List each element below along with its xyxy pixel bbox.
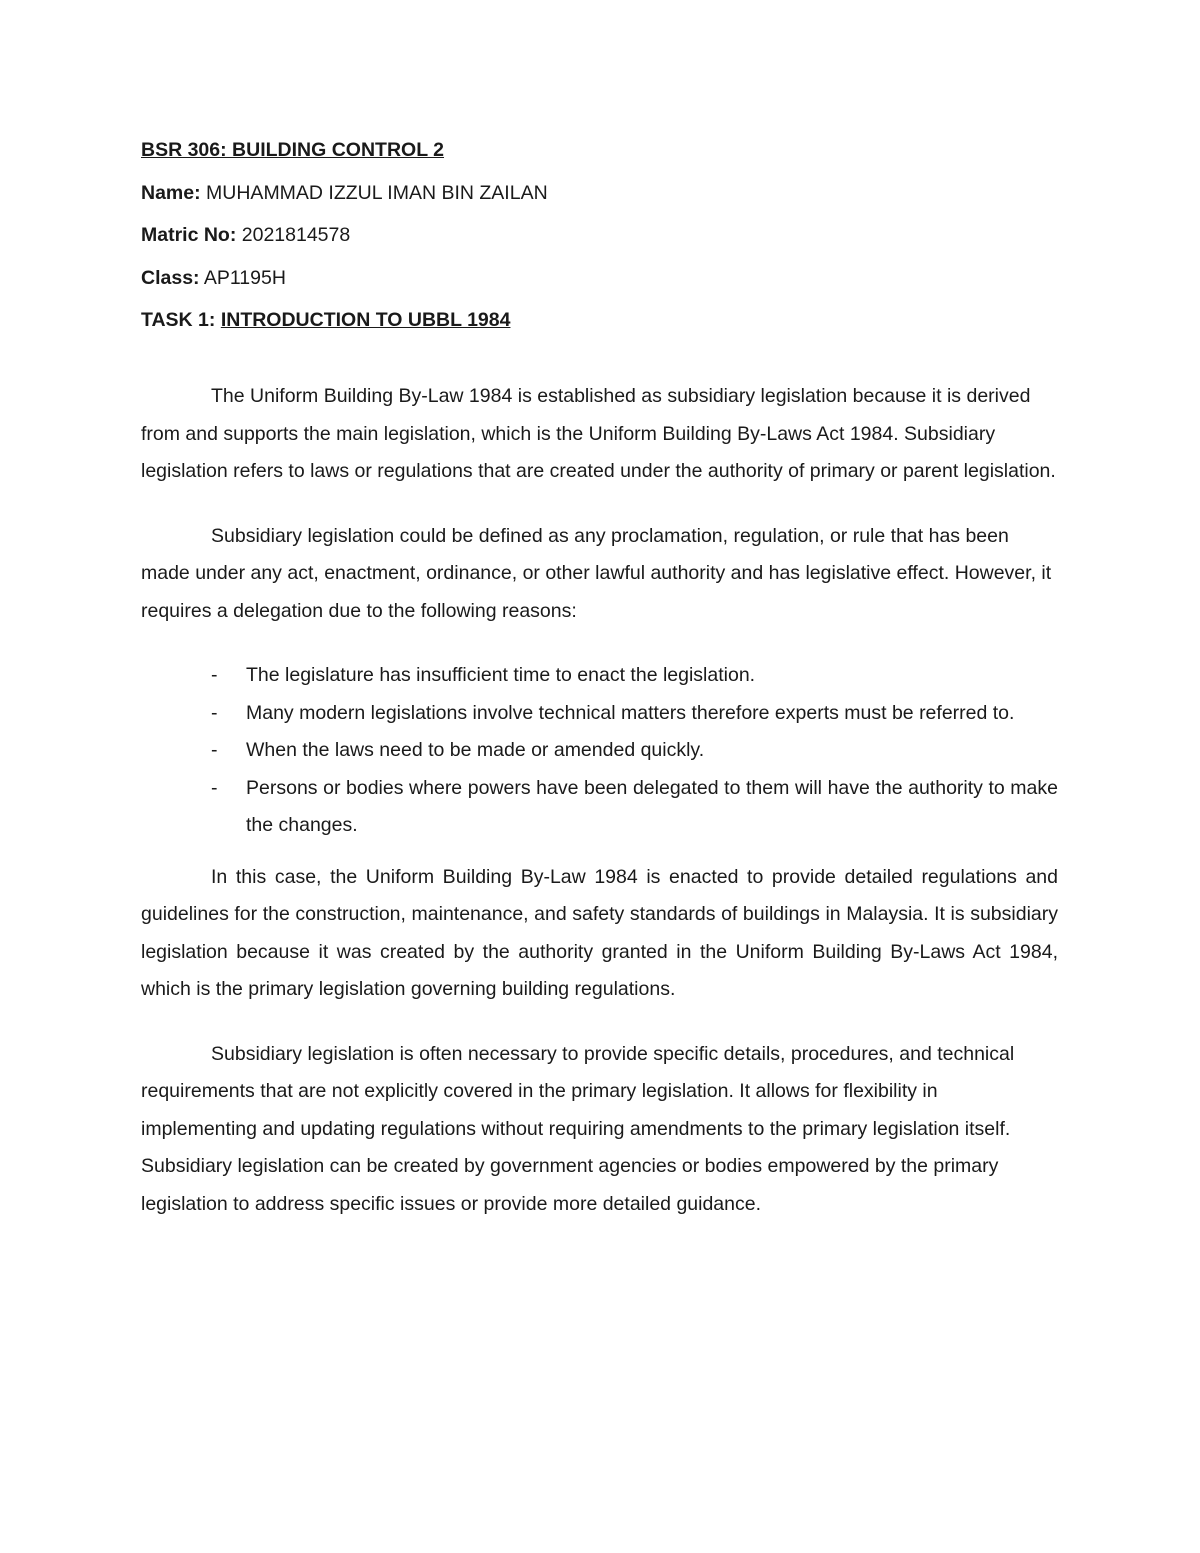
list-item-text: Many modern legislations involve technical matters therefore experts must be referred to. bbox=[246, 701, 1015, 724]
paragraph-3: In this case, the Uniform Building By-Law 1984 is enacted to provide detailed regulations and guidelines for the construction, maintenance, and safety standards of buildings in Malaysia. It is subsidiary legislation because it was created by the authority granted in the Uniform Building By-Laws Act 1984, which is the primary legislation governing building regulations. bbox=[141, 865, 1058, 1000]
bullet-dash: - bbox=[211, 739, 218, 761]
list-item bbox=[141, 657, 1058, 695]
matric-label: Matric No: bbox=[141, 224, 237, 246]
bullet-dash: - bbox=[211, 701, 218, 724]
bullet-dash: - bbox=[211, 776, 218, 799]
list-item bbox=[141, 732, 1058, 770]
document-title: BSR 306: BUILDING CONTROL 2 bbox=[141, 139, 445, 161]
matric-line bbox=[141, 223, 1058, 247]
paragraph-1: The Uniform Building By-Law 1984 is established as subsidiary legislation because it is derived from and supports the main legislation, which is the Uniform Building By-Laws Act 1984. Subsidiary legislation refers to laws or regulations that are created under the authority of primary or parent legislation. bbox=[141, 385, 1056, 482]
list-item-text: When the laws need to be made or amended quickly. bbox=[246, 739, 705, 761]
list-item bbox=[141, 695, 1058, 733]
paragraph-4: Subsidiary legislation is often necessary to provide specific details, procedures, and technical requirements that are not explicitly covered in the primary legislation. It allows for flexibility in implementing and updating regulations without requiring amendments to the primary legislation itself. Subsidiary legislation can be created by government agencies or bodies empowered by the primary legislation to address specific issues or provide more detailed guidance. bbox=[141, 1042, 1015, 1215]
class-line bbox=[141, 266, 1058, 290]
class-label: Class: bbox=[141, 266, 200, 289]
bullet-dash: - bbox=[211, 664, 218, 686]
reasons-list bbox=[141, 657, 1058, 845]
name-value: MUHAMMAD IZZUL IMAN BIN ZAILAN bbox=[200, 181, 548, 204]
task-topic: INTRODUCTION TO UBBL 1984 bbox=[220, 309, 511, 331]
list-item bbox=[141, 770, 1058, 845]
list-item-text: Persons or bodies where powers have been delegated to them will have the authority to make the changes. bbox=[246, 776, 1058, 836]
list-item-text: The legislature has insufficient time to enact the legislation. bbox=[246, 664, 756, 686]
document-page bbox=[141, 138, 1058, 1223]
task-heading bbox=[141, 308, 1058, 332]
name-line bbox=[141, 181, 1058, 205]
class-value: AP1195H bbox=[199, 266, 286, 289]
matric-value: 2021814578 bbox=[236, 224, 351, 246]
task-prefix: TASK 1: bbox=[141, 309, 221, 331]
paragraph-2: Subsidiary legislation could be defined as any proclamation, regulation, or rule that has been made under any act, enactment, ordinance, or other lawful authority and has legislative effect. However, it requires a delegation due to the following reasons: bbox=[141, 524, 1052, 622]
name-label: Name: bbox=[141, 181, 201, 204]
